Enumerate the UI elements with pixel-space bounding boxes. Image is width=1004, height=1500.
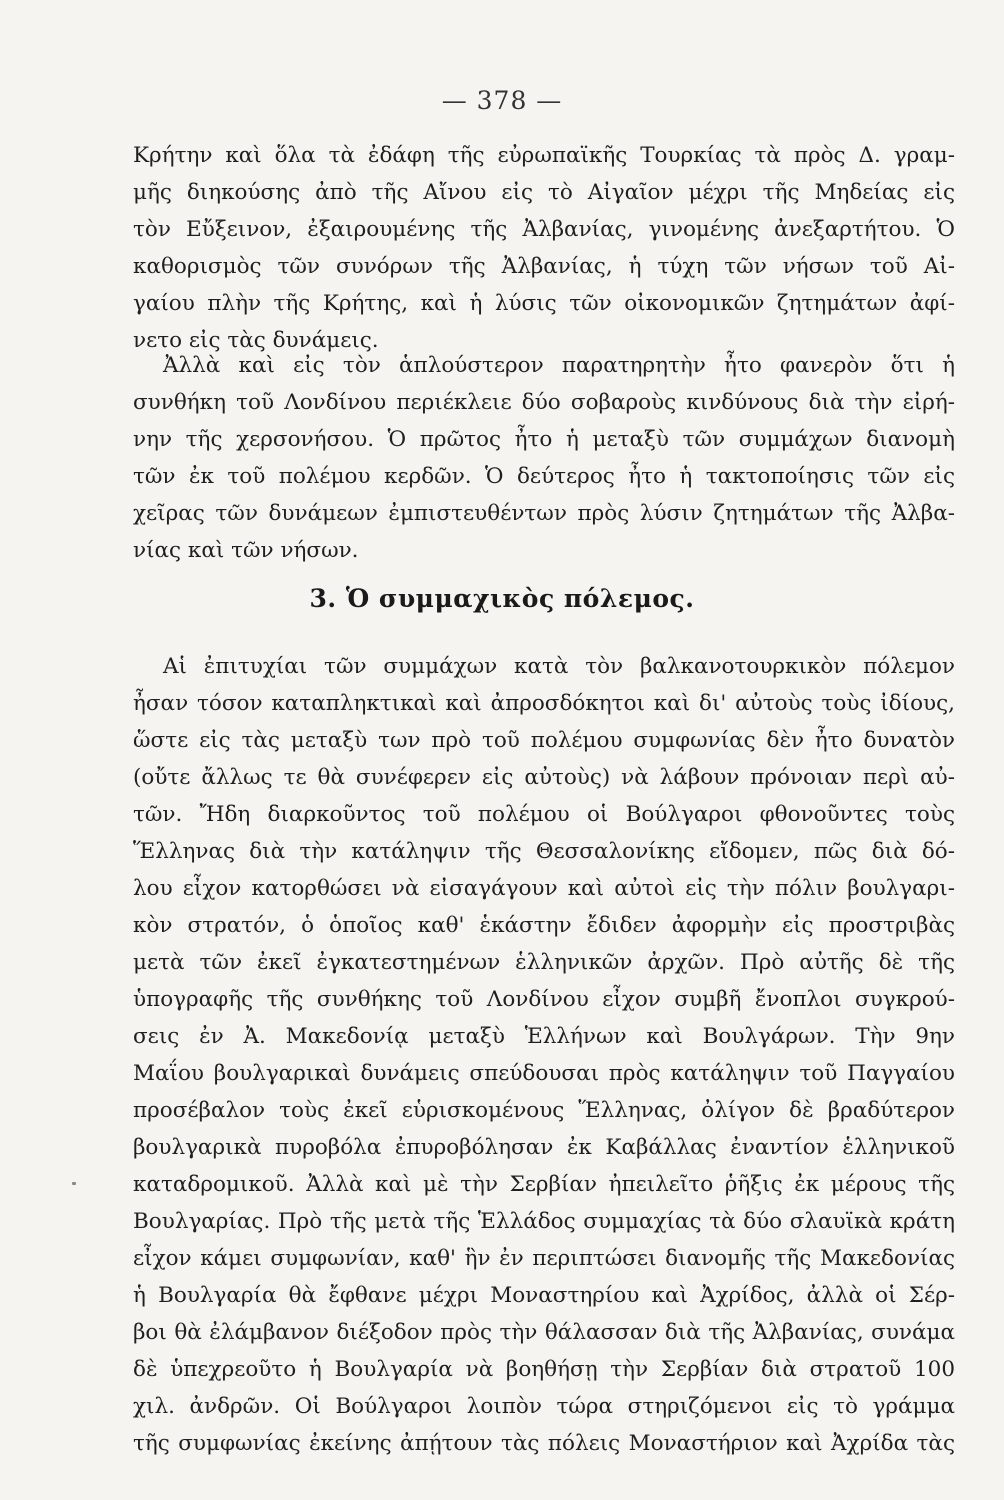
text-line: βοι θὰ ἐλάμβανον διέξοδον πρὸς τὴν θάλασσαν διὰ τῆς Ἀλβανίας, συνάμα bbox=[133, 1320, 955, 1345]
text-line: Κρήτην καὶ ὅλα τὰ ἐδάφη τῆς εὐρωπαϊκῆς Τουρκίας τὰ πρὸς Δ. γραμ- bbox=[133, 143, 955, 168]
text-line: μετὰ τῶν ἐκεῖ ἐγκατεστημένων ἑλληνικῶν ἀρχῶν. Πρὸ αὐτῆς δὲ τῆς bbox=[133, 950, 955, 975]
section-paragraph bbox=[133, 648, 955, 1462]
text-line: ὥστε εἰς τὰς μεταξὺ των πρὸ τοῦ πολέμου συμφωνίας δὲν ἦτο δυνατὸν bbox=[133, 728, 955, 753]
text-line: χεῖρας τῶν δυνάμεων ἐμπιστευθέντων πρὸς λύσιν ζητημάτων τῆς Ἀλβα- bbox=[133, 501, 955, 526]
text-line: μῆς διηκούσης ἀπὸ τῆς Αἴνου εἰς τὸ Αἰγαῖον μέχρι τῆς Μηδείας εἰς bbox=[133, 180, 955, 205]
text-line: σεις ἐν Ἀ. Μακεδονίᾳ μεταξὺ Ἑλλήνων καὶ Βουλγάρων. Τὴν 9ην bbox=[133, 1024, 955, 1049]
text-line: τῶν ἐκ τοῦ πολέμου κερδῶν. Ὁ δεύτερος ἦτο ἡ τακτοποίησις τῶν εἰς bbox=[133, 464, 955, 489]
section-heading: 3. Ὁ συμμαχικὸς πόλεμος. bbox=[309, 584, 695, 613]
text-line: χιλ. ἀνδρῶν. Οἱ Βούλγαροι λοιπὸν τώρα στηριζόμενοι εἰς τὸ γράμμα bbox=[133, 1394, 955, 1419]
page-number: — 378 — bbox=[441, 86, 563, 115]
paragraph-1 bbox=[133, 137, 955, 359]
text-line: (οὔτε ἄλλως τε θὰ συνέφερεν εἰς αὐτοὺς) νὰ λάβουν πρόνοιαν περὶ αὐ- bbox=[133, 765, 955, 790]
text-line: ἡ Βουλγαρία θὰ ἔφθανε μέχρι Μοναστηρίου καὶ Ἀχρίδος, ἀλλὰ οἱ Σέρ- bbox=[133, 1283, 955, 1308]
text-line: καταδρομικοῦ. Ἀλλὰ καὶ μὲ τὴν Σερβίαν ἠπειλεῖτο ῥῆξις ἐκ μέρους τῆς bbox=[133, 1172, 955, 1197]
text-line: νίας καὶ τῶν νήσων. bbox=[133, 538, 359, 563]
text-line: τὸν Εὔξεινον, ἐξαιρουμένης τῆς Ἀλβανίας, γινομένης ἀνεξαρτήτου. Ὁ bbox=[133, 217, 955, 242]
text-line: προσέβαλον τοὺς ἐκεῖ εὑρισκομένους Ἕλληνας, ὀλίγον δὲ βραδύτερον bbox=[133, 1098, 955, 1123]
paragraph-2 bbox=[133, 347, 955, 569]
text-line: νετο εἰς τὰς δυνάμεις. bbox=[133, 328, 379, 353]
text-line: βουλγαρικὰ πυροβόλα ἐπυροβόλησαν ἐκ Καβάλλας ἐναντίον ἑλληνικοῦ bbox=[133, 1135, 955, 1160]
text-line: Ἕλληνας διὰ τὴν κατάληψιν τῆς Θεσσαλονίκης εἴδομεν, πῶς διὰ δό- bbox=[133, 839, 955, 864]
paper-speck bbox=[72, 1182, 76, 1185]
text-line: τῆς συμφωνίας ἐκείνης ἀπῄτουν τὰς πόλεις Μοναστήριον καὶ Ἀχρίδα τὰς bbox=[133, 1431, 955, 1456]
text-line: νην τῆς χερσονήσου. Ὁ πρῶτος ἦτο ἡ μεταξὺ τῶν συμμάχων διανομὴ bbox=[133, 427, 955, 452]
text-line: δὲ ὑπεχρεοῦτο ἡ Βουλγαρία νὰ βοηθήσῃ τὴν Σερβίαν διὰ στρατοῦ 100 bbox=[133, 1357, 955, 1382]
text-line: Μαΐου βουλγαρικαὶ δυνάμεις σπεύδουσαι πρὸς κατάληψιν τοῦ Παγγαίου bbox=[133, 1061, 955, 1086]
text-line: Ἀλλὰ καὶ εἰς τὸν ἁπλούστερον παρατηρητὴν ἦτο φανερὸν ὅτι ἡ bbox=[163, 353, 955, 378]
text-line: συνθήκη τοῦ Λονδίνου περιέκλειε δύο σοβαροὺς κινδύνους διὰ τὴν εἰρή- bbox=[133, 390, 955, 415]
text-line: ὑπογραφῆς τῆς συνθήκης τοῦ Λονδίνου εἶχον συμβῆ ἔνοπλοι συγκρού- bbox=[133, 987, 955, 1012]
text-line: τῶν. Ἤδη διαρκοῦντος τοῦ πολέμου οἱ Βούλγαροι φθονοῦντες τοὺς bbox=[133, 802, 955, 827]
text-line: γαίου πλὴν τῆς Κρήτης, καὶ ἡ λύσις τῶν οἰκονομικῶν ζητημάτων ἀφί- bbox=[133, 291, 955, 316]
text-line: εἶχον κάμει συμφωνίαν, καθ' ἣν ἐν περιπτώσει διανομῆς τῆς Μακεδονίας bbox=[133, 1246, 955, 1271]
text-line: Βουλγαρίας. Πρὸ τῆς μετὰ τῆς Ἑλλάδος συμμαχίας τὰ δύο σλαυϊκὰ κράτη bbox=[133, 1209, 955, 1234]
text-line: Αἱ ἐπιτυχίαι τῶν συμμάχων κατὰ τὸν βαλκανοτουρκικὸν πόλεμον bbox=[163, 654, 955, 679]
text-line: ἦσαν τόσον καταπληκτικαὶ καὶ ἀπροσδόκητοι καὶ δι' αὐτοὺς τοὺς ἰδίους, bbox=[133, 691, 955, 716]
text-line: κὸν στρατόν, ὁ ὁποῖος καθ' ἑκάστην ἔδιδεν ἀφορμὴν εἰς προστριβὰς bbox=[133, 913, 955, 938]
text-line: λου εἶχον κατορθώσει νὰ εἰσαγάγουν καὶ αὐτοὶ εἰς τὴν πόλιν βουλγαρι- bbox=[133, 876, 955, 901]
text-line: καθορισμὸς τῶν συνόρων τῆς Ἀλβανίας, ἡ τύχη τῶν νήσων τοῦ Αἰ- bbox=[133, 254, 955, 279]
